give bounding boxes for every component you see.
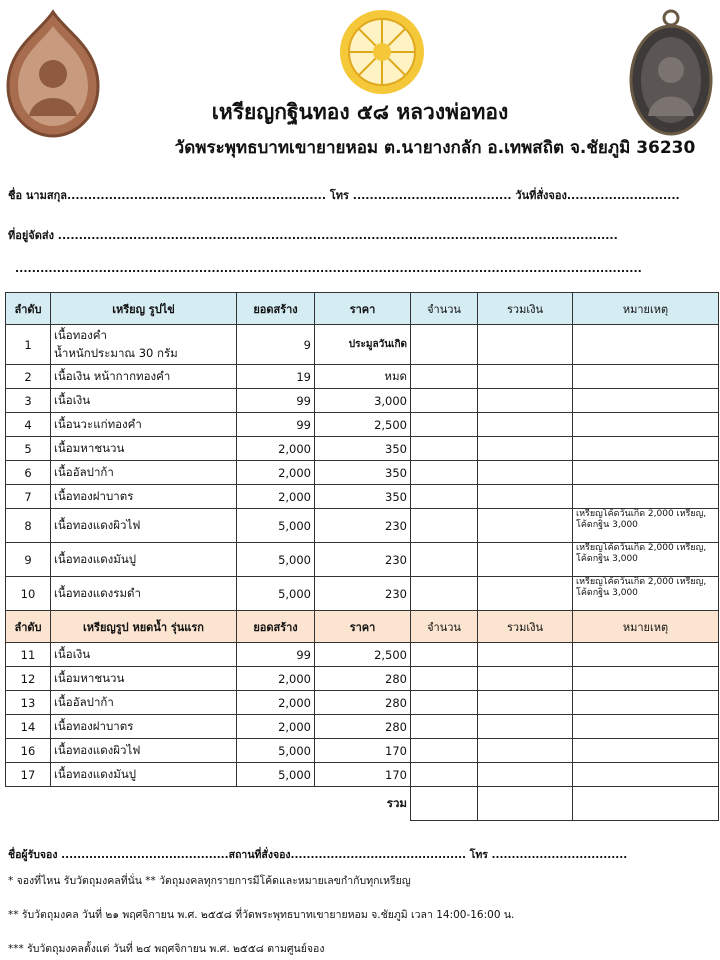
remark[interactable] (573, 643, 719, 667)
price: 2,500 (315, 413, 411, 437)
row-number: 3 (6, 389, 51, 413)
quantity-made: 2,000 (237, 437, 315, 461)
amount-input[interactable] (411, 461, 478, 485)
note-2: ** รับวัตถุมงคล วันที่ ๒๑ พฤศจิกายน พ.ศ. ๒๕๕๘ ที่วัดพระพุทธบาทเขายายหอม จ.ชัยภูมิ เวลา 14:00-16:00 น. (8, 909, 515, 921)
note-1: * จองที่ไหน รับวัตถุมงคลที่นั่น ** วัตถุมงคลทุกรายการมีโค้ดและหมายเลขกำกับทุกเหรียญ (8, 875, 411, 887)
quantity-made: 5,000 (237, 763, 315, 787)
amount-input[interactable] (411, 715, 478, 739)
header-amount: จำนวน (411, 611, 478, 643)
price: 350 (315, 437, 411, 461)
total-money[interactable] (478, 787, 573, 821)
header-item: เหรียญรูป หยดน้ำ รุ่นแรก (51, 611, 237, 643)
quantity-made: 2,000 (237, 485, 315, 509)
row-number: 11 (6, 643, 51, 667)
quantity-made: 99 (237, 389, 315, 413)
item-name-cell (51, 461, 237, 485)
remark[interactable] (573, 389, 719, 413)
table-row (6, 739, 719, 763)
table-row (6, 715, 719, 739)
table-row (6, 461, 719, 485)
row-number: 17 (6, 763, 51, 787)
total-money-input[interactable] (478, 325, 573, 365)
table-row (6, 437, 719, 461)
remark[interactable] (573, 461, 719, 485)
item-name: เนื้อเงิน (54, 646, 91, 661)
header-no: ลำดับ (6, 611, 51, 643)
remark[interactable] (573, 739, 719, 763)
price: ประมูลวันเกิด (315, 325, 411, 365)
price: 350 (315, 461, 411, 485)
total-money-input[interactable] (478, 485, 573, 509)
item-name: เนื้อเงิน หน้ากากทองคำ (54, 368, 171, 383)
quantity-made: 99 (237, 643, 315, 667)
item-name-cell (51, 577, 237, 611)
total-label: รวม (315, 787, 411, 821)
item-name: เนื้อทองคำ (54, 327, 107, 342)
price: 280 (315, 667, 411, 691)
amount-input[interactable] (411, 389, 478, 413)
table-header-row (6, 611, 719, 643)
amount-input[interactable] (411, 667, 478, 691)
remark[interactable] (573, 691, 719, 715)
item-name-cell (51, 739, 237, 763)
dharma-wheel-emblem (338, 8, 426, 96)
row-number: 9 (6, 543, 51, 577)
item-name-cell (51, 365, 237, 389)
item-name-cell (51, 413, 237, 437)
header-item: เหรียญ รูปไข่ (51, 293, 237, 325)
row-number: 7 (6, 485, 51, 509)
item-name: เนื้อทองฝาบาตร (54, 488, 134, 503)
header-remark: หมายเหตุ (573, 293, 719, 325)
header-total-money: รวมเงิน (478, 293, 573, 325)
amount-input[interactable] (411, 691, 478, 715)
amount-input[interactable] (411, 413, 478, 437)
table-row (6, 643, 719, 667)
price: 3,000 (315, 389, 411, 413)
amount-input[interactable] (411, 325, 478, 365)
price: 230 (315, 543, 411, 577)
amount-input[interactable] (411, 739, 478, 763)
amount-input[interactable] (411, 365, 478, 389)
price: 170 (315, 739, 411, 763)
quantity-made: 99 (237, 413, 315, 437)
total-money-input[interactable] (478, 643, 573, 667)
blank-cell (6, 787, 315, 821)
row-number: 5 (6, 437, 51, 461)
total-money-input[interactable] (478, 739, 573, 763)
quantity-made: 5,000 (237, 509, 315, 543)
row-number: 16 (6, 739, 51, 763)
row-number: 10 (6, 577, 51, 611)
table-row (6, 691, 719, 715)
remark[interactable]: เหรียญโค้ดวันเกิด 2,000 เหรียญ, โค้ดกฐิน 3,000 (573, 509, 719, 543)
page-subtitle: วัดพระพุทธบาทเขายายหอม ต.นายางกลัก อ.เทพสถิต จ.ชัยภูมิ 36230 (174, 138, 696, 158)
quantity-made: 5,000 (237, 739, 315, 763)
quantity-made: 5,000 (237, 577, 315, 611)
amount-input[interactable] (411, 485, 478, 509)
item-name-cell (51, 543, 237, 577)
remark[interactable] (573, 365, 719, 389)
table-header-row (6, 293, 719, 325)
price: หมด (315, 365, 411, 389)
remark[interactable]: เหรียญโค้ดวันเกิด 2,000 เหรียญ, โค้ดกฐิน 3,000 (573, 543, 719, 577)
table-row (6, 509, 719, 543)
item-name: เนื้อทองแดงมันปู (54, 551, 137, 566)
table-row (6, 543, 719, 577)
item-weight: น้ำหนักประมาณ 30 กรัม (54, 345, 178, 360)
total-remark[interactable] (573, 787, 719, 821)
row-number: 1 (6, 325, 51, 365)
table-row (6, 485, 719, 509)
total-money-input[interactable] (478, 389, 573, 413)
price: 350 (315, 485, 411, 509)
quantity-made: 2,000 (237, 461, 315, 485)
header-no: ลำดับ (6, 293, 51, 325)
total-money-input[interactable] (478, 667, 573, 691)
item-name: เนื้อมหาชนวน (54, 670, 125, 685)
item-name-cell (51, 325, 237, 365)
amount-input[interactable] (411, 763, 478, 787)
amount-input[interactable] (411, 577, 478, 611)
quantity-made: 2,000 (237, 715, 315, 739)
row-number: 6 (6, 461, 51, 485)
table-row (6, 413, 719, 437)
item-name: เนื้อมหาชนวน (54, 440, 125, 455)
total-money-input[interactable] (478, 509, 573, 543)
remark[interactable] (573, 763, 719, 787)
receiver-field[interactable]: ชื่อผู้รับจอง ..........................................สถานที่สั่งจอง............................................ โทร .................................. (8, 849, 628, 861)
table-row (6, 325, 719, 365)
total-money-input[interactable] (478, 437, 573, 461)
item-name-cell (51, 643, 237, 667)
row-number: 13 (6, 691, 51, 715)
page-title: เหรียญกฐินทอง ๕๘ หลวงพ่อทอง (211, 100, 509, 124)
item-name: เนื้อเงิน (54, 392, 91, 407)
total-money-input[interactable] (478, 461, 573, 485)
price: 170 (315, 763, 411, 787)
amount-input[interactable] (411, 643, 478, 667)
header-quantity-made: ยอดสร้าง (237, 611, 315, 643)
remark[interactable] (573, 667, 719, 691)
total-money-input[interactable] (478, 715, 573, 739)
price: 280 (315, 691, 411, 715)
row-number: 2 (6, 365, 51, 389)
quantity-made: 2,000 (237, 691, 315, 715)
remark[interactable] (573, 485, 719, 509)
header-price: ราคา (315, 293, 411, 325)
item-name-cell (51, 763, 237, 787)
header-total-money: รวมเงิน (478, 611, 573, 643)
amount-input[interactable] (411, 437, 478, 461)
header-amount: จำนวน (411, 293, 478, 325)
item-name: เนื้อทองฝาบาตร (54, 718, 134, 733)
remark[interactable] (573, 437, 719, 461)
item-name: เนื้ออัลปาก้า (54, 694, 114, 709)
header-price: ราคา (315, 611, 411, 643)
price: 230 (315, 577, 411, 611)
quantity-made: 19 (237, 365, 315, 389)
item-name: เนื้อทองแดงผิวไฟ (54, 742, 141, 757)
price: 230 (315, 509, 411, 543)
remark[interactable] (573, 413, 719, 437)
item-name-cell (51, 667, 237, 691)
total-money-input[interactable] (478, 577, 573, 611)
remark[interactable] (573, 715, 719, 739)
item-name: เนื้ออัลปาก้า (54, 464, 114, 479)
name-phone-date-field[interactable]: ชื่อ นามสกุล.............................................................. โทร ...................................... วันที่สั่งจอง........................... (8, 189, 680, 202)
table-row (6, 667, 719, 691)
total-money-input[interactable] (478, 365, 573, 389)
total-money-input[interactable] (478, 413, 573, 437)
item-name-cell (51, 509, 237, 543)
item-name-cell (51, 485, 237, 509)
quantity-made: 9 (237, 325, 315, 365)
row-number: 12 (6, 667, 51, 691)
item-name-cell (51, 715, 237, 739)
amount-input[interactable] (411, 543, 478, 577)
total-money-input[interactable] (478, 763, 573, 787)
price: 280 (315, 715, 411, 739)
total-amount[interactable] (411, 787, 478, 821)
row-number: 14 (6, 715, 51, 739)
address-field-line2[interactable]: ...................................................................................................................................................... (15, 262, 642, 275)
item-name-cell (51, 389, 237, 413)
row-number: 4 (6, 413, 51, 437)
item-name-cell (51, 437, 237, 461)
item-name: เนื้อนวะแก่ทองคำ (54, 416, 142, 431)
price: 2,500 (315, 643, 411, 667)
item-name: เนื้อทองแดงรมดำ (54, 585, 141, 600)
table-row (6, 763, 719, 787)
quantity-made: 5,000 (237, 543, 315, 577)
quantity-made: 2,000 (237, 667, 315, 691)
item-name: เนื้อทองแดงผิวไฟ (54, 517, 141, 532)
header-quantity-made: ยอดสร้าง (237, 293, 315, 325)
row-number: 8 (6, 509, 51, 543)
amount-input[interactable] (411, 509, 478, 543)
item-name: เนื้อทองแดงมันปู (54, 766, 137, 781)
total-money-input[interactable] (478, 543, 573, 577)
table-row (6, 577, 719, 611)
total-row (6, 787, 719, 821)
order-table (5, 292, 719, 821)
remark[interactable]: เหรียญโค้ดวันเกิด 2,000 เหรียญ, โค้ดกฐิน 3,000 (573, 577, 719, 611)
total-money-input[interactable] (478, 691, 573, 715)
item-name-cell (51, 691, 237, 715)
header-remark: หมายเหตุ (573, 611, 719, 643)
table-row (6, 365, 719, 389)
remark[interactable] (573, 325, 719, 365)
address-field[interactable]: ที่อยู่จัดส่ง ...................................................................................................................................... (8, 229, 618, 242)
table-row (6, 389, 719, 413)
note-3: *** รับวัตถุมงคลตั้งแต่ วันที่ ๒๔ พฤศจิกายน พ.ศ. ๒๕๕๘ ตามศูนย์จอง (8, 943, 325, 955)
